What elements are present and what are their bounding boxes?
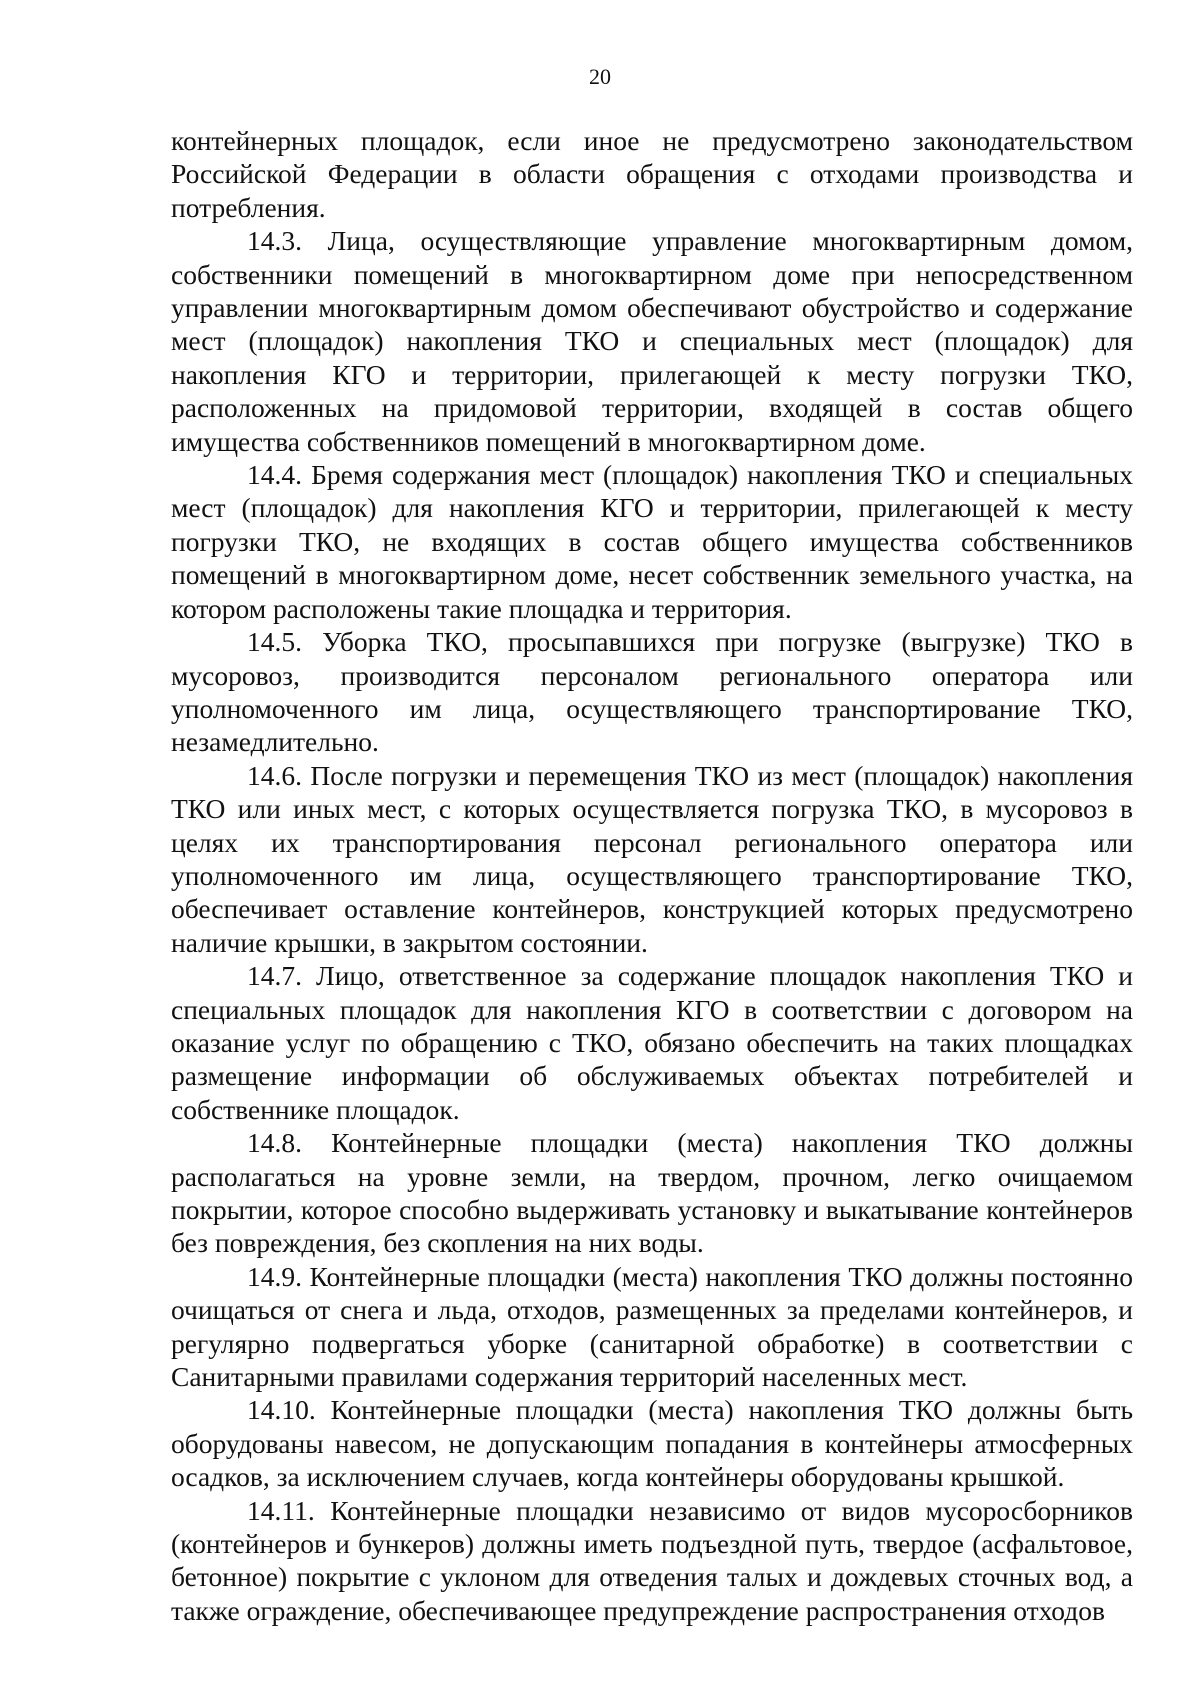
paragraph-14-6: 14.6. После погрузки и перемещения ТКО из мест (площадок) накопления ТКО или иных мест, с которых осуществляется погрузка ТКО, в мусоровоз в целях их транспортирования персонал регионального оператора или уполномоченного им лица, осуществляющего транспортирование ТКО, обеспечивает оставление контейнеров, конструкцией которых предусмотрено наличие крышки, в закрытом состоянии. [171,759,1133,958]
paragraph-14-9: 14.9. Контейнерные площадки (места) накопления ТКО должны постоянно очищаться от снега и льда, отходов, размещенных за пределами контейнеров, и регулярно подвергаться уборке (санитарной обработке) в соответствии с Санитарными правилами содержания территорий населенных мест. [171,1260,1133,1393]
paragraph-14-10: 14.10. Контейнерные площадки (места) накопления ТКО должны быть оборудованы навесом, не допускающим попадания в контейнеры атмосферных осадков, за исключением случаев, когда контейнеры оборудованы крышкой. [171,1394,1133,1493]
paragraph-14-8: 14.8. Контейнерные площадки (места) накопления ТКО должны располагаться на уровне земли, на твердом, прочном, легко очищаемом покрытии, которое способно выдерживать установку и выкатывание контейнеров без повреждения, без скопления на них воды. [171,1127,1133,1259]
paragraph-14-11: 14.11. Контейнерные площадки независимо от видов мусоросборников (контейнеров и бункеров) должны иметь подъездной путь, твердое (асфальтовое, бетонное) покрытие с уклоном для отведения талых и дождевых сточных вод, а также ограждение, обеспечивающее предупреждение распространения отходов [171,1494,1133,1626]
paragraph-14-7: 14.7. Лицо, ответственное за содержание площадок накопления ТКО и специальных площадок для накопления КГО в соответствии с договором на оказание услуг по обращению с ТКО, обязано обеспечить на таких площадках размещение информации об обслуживаемых объектах потребителей и собственнике площадок. [171,960,1133,1125]
page-number: 20 [589,64,611,89]
paragraph-continuation: контейнерных площадок, если иное не предусмотрено законодательством Российской Федерации в области обращения с отходами производства и потребления. [171,125,1133,223]
document-body [171,124,1133,1627]
paragraph-14-4: 14.4. Бремя содержания мест (площадок) накопления ТКО и специальных мест (площадок) для накопления КГО и территории, прилегающей к месту погрузки ТКО, не входящих в состав общего имущества собственников помещений в многоквартирном доме, несет собственник земельного участка, на котором расположены такие площадка и территория. [171,459,1133,624]
paragraph-14-5: 14.5. Уборка ТКО, просыпавшихся при погрузке (выгрузке) ТКО в мусоровоз, производится персоналом регионального оператора или уполномоченного им лица, осуществляющего транспортирование ТКО, незамедлительно. [171,626,1133,758]
paragraph-14-3: 14.3. Лица, осуществляющие управление многоквартирным домом, собственники помещений в многоквартирном доме при непосредственном управлении многоквартирным домом обеспечивают обустройство и содержание мест (площадок) накопления ТКО и специальных мест (площадок) для накопления КГО и территории, прилегающей к месту погрузки ТКО, расположенных на придомовой территории, входящей в состав общего имущества собственников помещений в многоквартирном доме. [171,225,1133,457]
